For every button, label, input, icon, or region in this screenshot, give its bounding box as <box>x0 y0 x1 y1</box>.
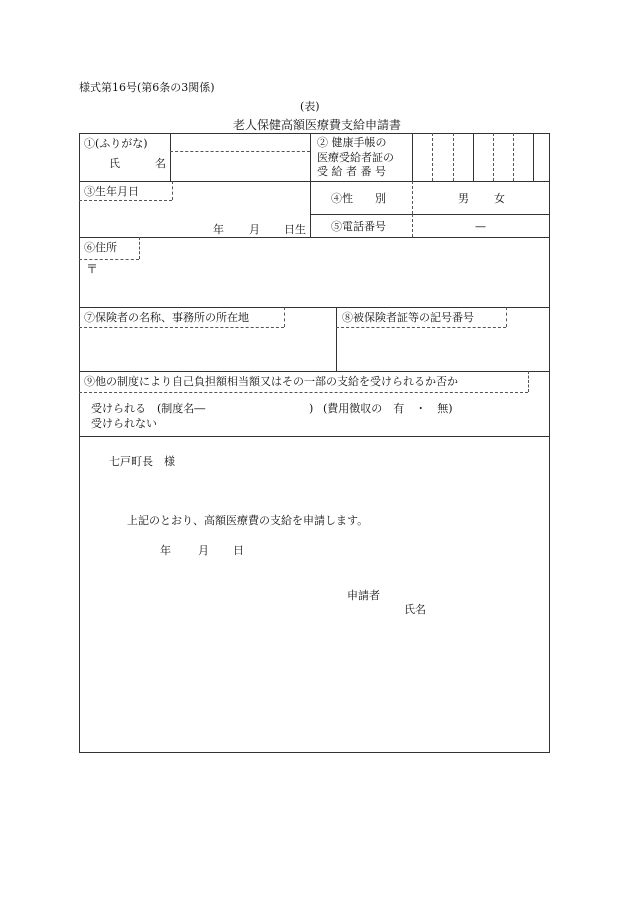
phone-label: ⑤電話番号 <box>331 220 386 233</box>
insured-label-box-bottom <box>336 327 506 328</box>
digit-group-divider <box>533 133 534 181</box>
gender-male[interactable]: 男 <box>458 192 469 205</box>
handbook-label-3: 受 給 者 番 号 <box>317 165 386 178</box>
application-date-day: 日 <box>233 544 244 557</box>
digit-divider <box>493 133 494 181</box>
row-divider-2 <box>79 237 550 238</box>
digit-divider <box>513 133 514 181</box>
gender-label-divider <box>412 181 413 214</box>
digit-group-divider <box>473 133 474 181</box>
gender-female[interactable]: 女 <box>494 192 505 205</box>
insurer-label-box-bottom <box>79 327 284 328</box>
birth-month: 月 <box>249 223 260 236</box>
row-divider-4 <box>79 371 550 372</box>
form-side-label: (表) <box>300 100 320 113</box>
row-divider-1 <box>79 181 550 182</box>
applicant-name-label: 氏名 <box>404 603 426 616</box>
addressee: 七戸町長 様 <box>109 455 175 468</box>
form-title: 老人保健高額医療費支給申請書 <box>233 118 402 132</box>
application-date-month: 月 <box>198 544 209 557</box>
furigana-col-divider <box>170 133 171 181</box>
row-divider-5 <box>79 436 550 437</box>
insured-label: ⑧被保険者証等の記号番号 <box>342 311 474 324</box>
postal-mark: 〒 <box>86 262 99 276</box>
birth-date-label: ③生年月日 <box>84 185 139 198</box>
other-system-label: ⑨他の制度により自己負担額相当額又はその一部の支給を受けられるか否か <box>84 375 458 388</box>
handbook-label-2: 医療受給者証の <box>317 151 394 164</box>
phone-dash: — <box>475 220 486 233</box>
address-label-box-bottom <box>79 259 139 260</box>
insurer-label-box-side <box>284 307 285 327</box>
insured-label-box-side <box>506 307 507 327</box>
application-date-year: 年 <box>160 544 171 557</box>
other-system-box-bottom <box>79 392 528 393</box>
digit-divider <box>432 133 433 181</box>
can-receive-option[interactable]: 受けられる (制度名― <box>91 402 206 415</box>
cannot-receive-option[interactable]: 受けられない <box>91 417 157 430</box>
close-paren: ) <box>309 402 314 415</box>
fee-collection-option[interactable]: (費用徴収の 有 ・ 無) <box>323 402 453 415</box>
address-label-box-side <box>139 237 140 259</box>
name-label-b: 名 <box>155 157 166 170</box>
name-label-a: 氏 <box>109 157 120 170</box>
address-label: ⑥住所 <box>84 241 117 254</box>
other-system-box-side <box>528 371 529 392</box>
number-col-divider <box>412 133 413 181</box>
insurer-label: ⑦保険者の名称、事務所の所在地 <box>84 311 249 324</box>
birth-label-box-bottom <box>79 200 172 201</box>
furigana-dashed-line <box>170 151 310 152</box>
application-statement: 上記のとおり、高額医療費の支給を申請します。 <box>127 514 369 527</box>
gender-phone-divider <box>310 214 550 215</box>
birth-year: 年 <box>213 223 224 236</box>
form-number: 様式第16号(第6条の3関係) <box>79 81 215 94</box>
handbook-label-1: ② 健康手帳の <box>317 136 387 149</box>
birth-day: 日生 <box>284 223 306 236</box>
row-divider-3 <box>79 307 550 308</box>
birth-label-box-side <box>172 181 173 200</box>
insurer-col-divider <box>336 307 337 371</box>
digit-divider <box>453 133 454 181</box>
applicant-label: 申請者 <box>347 589 380 602</box>
middle-col-divider <box>310 133 311 237</box>
furigana-label: ①(ふりがな) <box>84 137 148 150</box>
gender-label: ④性 別 <box>331 192 386 205</box>
phone-label-divider <box>412 214 413 237</box>
